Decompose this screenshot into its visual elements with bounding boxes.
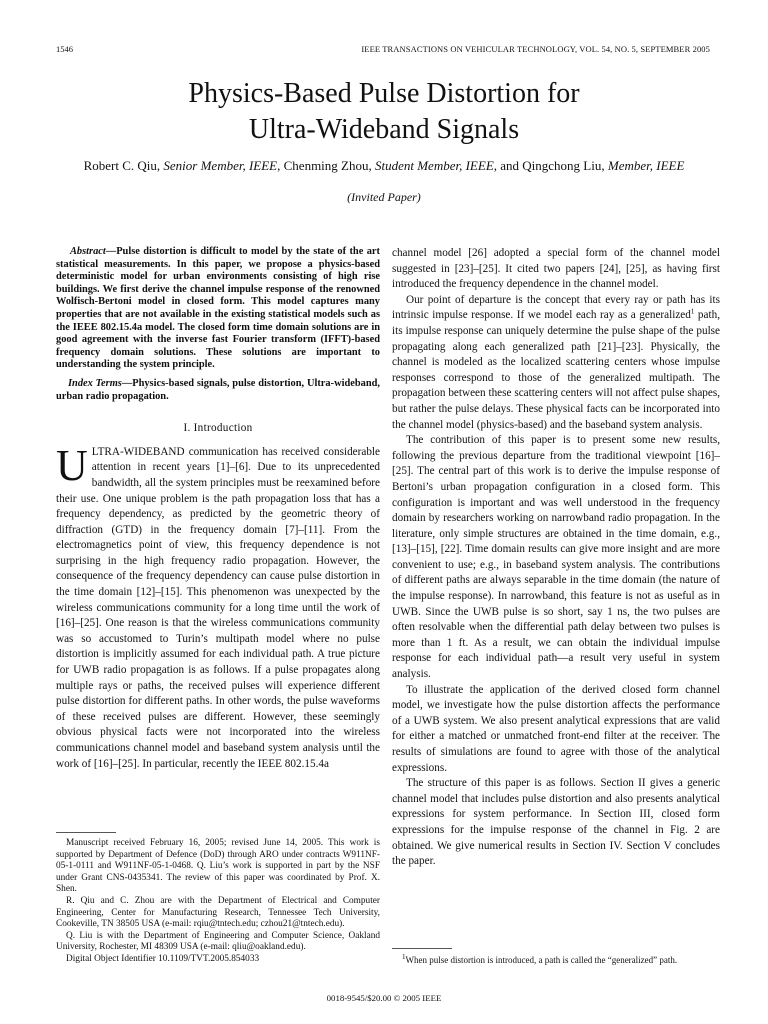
right-p2-a: Our point of departure is the concept that every ray or path has its intrinsic impulse response. If we model each ray as a generalized	[392, 293, 720, 322]
right-column	[392, 246, 720, 870]
right-paragraph-2	[392, 293, 720, 433]
drop-cap: U	[56, 440, 88, 490]
footnote-qiu-zhou: R. Qiu and C. Zhou are with the Department of Electrical and Computer Engineering, Center for Manufacturing Research, Tennessee Tech University, Cookeville, TN 38505 USA (e-mail: rqiu@tntech.edu; czhou21@tntech.edu).	[56, 895, 380, 930]
right-paragraph-5: The structure of this paper is as follows. Section II gives a generic channel model that includes pulse distortion and also presents analytical expressions for system performance. In Section III, closed form expressions for the impulse response of the channel in Fig. 2 are obtained. We give numerical results in Section IV. Section V concludes the paper.	[392, 777, 720, 868]
abstract	[56, 246, 380, 372]
paper-title	[0, 76, 768, 148]
author-3-name: , and Qingchong Liu,	[493, 158, 608, 173]
left-column	[56, 246, 380, 772]
footnote-doi: Digital Object Identifier 10.1109/TVT.2005.854033	[66, 953, 260, 964]
index-terms	[56, 378, 380, 403]
intro-paragraph	[56, 440, 380, 772]
title-line-1: Physics-Based Pulse Distortion for	[188, 78, 580, 109]
intro-text: LTRA-WIDEBAND communication has received considerable attention in recent years [1]–[6]. Due to its unprecedented bandwidth, all the system principles must be reexamined before their use. One unique problem is the path propagation loss that has a frequency dependency, as predicted by the geometric theory of diffraction (GTD) in the frequency domain [7]–[11]. From the electromagnetics point of view, this frequency dependence is not surprising in the high frequency radio propagation. However, the consequence of the frequency dependency can cause pulse distortion in the time domain [12]–[15]. This phenomenon was unexpected by the wireless communications community for a long time until the work of [16]–[25]. One reason is that the wireless communications community was so accustomed to Turin’s multipath model where no pulse distortion is implicitly assumed for each individual path. A true picture for UWB radio propagation is as follows. If a pulse propagates along multiple rays or paths, the received pulses will experience different pulse distortion for different paths. In other words, the pulse waveforms of these received pulses are different. However, these seemingly obvious physical facts were not incorporated into the wireless communications channel model and baseband system analysis until the work of [16]–[25]. In particular, recently the IEEE 802.15.4a	[56, 445, 380, 770]
invited-paper-label: (Invited Paper)	[347, 190, 421, 204]
abstract-label: Abstract	[70, 246, 106, 257]
right-paragraph-4: To illustrate the application of the derived closed form channel model, we investigate how the pulse distortion affects the performance of a UWB system. We also present analytical expressions that are valid for either a matched or unmatched front-end filter at the receiver. The results of simulations are found to agree with those of the analytical expressions.	[392, 683, 720, 774]
author-3-role: Member, IEEE	[607, 158, 685, 173]
index-terms-text: —Physics-based signals, pulse distortion, Ultra-wideband, urban radio propagation.	[56, 377, 380, 402]
footnote-manuscript: Manuscript received February 16, 2005; revised June 14, 2005. This work is supported by Department of Defence (DoD) through ARO under contracts W911NF-05-1-0111 and W911NF-05-1-0468. Q. Liu’s work is supported in part by the NSF under Grant CNS-0435341. The review of this paper was coordinated by Prof. X. Shen.	[56, 838, 380, 895]
footnote-liu: Q. Liu is with the Department of Engineering and Computer Science, Oakland University, Rochester, MI 48309 USA (e-mail: qliu@oakland.edu).	[56, 930, 380, 953]
right-p2-b: path, its impulse response can uniquely determine the pulse shape of the pulse propagating along each generalized path [21]–[23]. Physically, the channel is modeled as the localized scattering centers whose impulse responses correspond to those of the generalized multipath. The propagation between these scattering centers will not affect pulse shapes, but rather the pulse delays. These physical facts can be incorporated into the channel model (physics-based) and the baseband system analysis.	[392, 309, 720, 431]
abstract-text: —Pulse distortion is difficult to model by the state of the art statistical measurements. In this paper, we propose a physics-based deterministic model for urban environments consisting of high rise buildings. We first derive the channel impulse response of the renowned Wolfisch-Bertoni model in closed form. This model captures many properties that are not available in the existing statistical models such as the IEEE 802.15.4a model. The closed form time domain solutions are in good agreement with the inverse fast Fourier transform (IFFT)-based frequency domain solutions. These solutions are important to understanding the system principle.	[56, 246, 380, 371]
index-terms-label: Index Terms	[68, 377, 122, 389]
author-list	[0, 158, 768, 174]
footnote-ref-1[interactable]: 1	[690, 307, 695, 316]
section-heading-introduction: I. Introduction	[183, 422, 253, 435]
page-number: 1546	[56, 44, 73, 54]
footnote-rule-left	[56, 832, 116, 833]
right-paragraph-3: The contribution of this paper is to present some new results, following the previous departure from the traditional viewpoint [16]–[25]. The central part of this work is to derive the impulse response of Bertoni’s urban propagation configuration in a closed form. This configuration is important and was well understood in the frequency domain by researchers working on narrowband radio propagation. In the literature, only simple structures are obtained in the time domain, e.g., [13]–[15], [22]. Time domain results can give more insight and are more convenient to use; e.g., in baseband system analysis. The contributions of different paths are always separable in the time domain (the nature of the impulse response). In narrowband, this feature is not as useful as in UWB. Since the UWB pulse is so short, say 1 ns, the two pulses are often resolvable when the differential path delay between two pulses is more than 1 ft. As a result, we can obtain the individual impulse response for each individual path—a result very useful in system analysis.	[392, 434, 720, 681]
manuscript-footnotes	[56, 838, 380, 966]
footnote-generalized-text: When pulse distortion is introduced, a path is called the “generalized” path.	[405, 955, 678, 965]
right-paragraph-1: channel model [26] adopted a special form of the channel model suggested in [23]–[25]. It cited two papers [24], [25], as having first introduced the frequency dependence in the channel model.	[392, 247, 720, 291]
footnote-generalized-path	[392, 955, 720, 966]
title-line-2: Ultra-Wideband Signals	[248, 114, 520, 145]
footnote-mark-1: 1	[402, 953, 406, 961]
journal-header: IEEE TRANSACTIONS ON VEHICULAR TECHNOLOGY, VOL. 54, NO. 5, SEPTEMBER 2005	[361, 44, 710, 54]
author-2-role: Student Member, IEEE	[374, 158, 494, 173]
copyright-footer: 0018-9545/$20.00 © 2005 IEEE	[326, 993, 442, 1003]
author-2-name: , Chenming Zhou,	[277, 158, 375, 173]
author-1-name: Robert C. Qiu,	[83, 158, 164, 173]
author-1-role: Senior Member, IEEE	[163, 158, 278, 173]
footnote-rule-right	[392, 948, 452, 949]
